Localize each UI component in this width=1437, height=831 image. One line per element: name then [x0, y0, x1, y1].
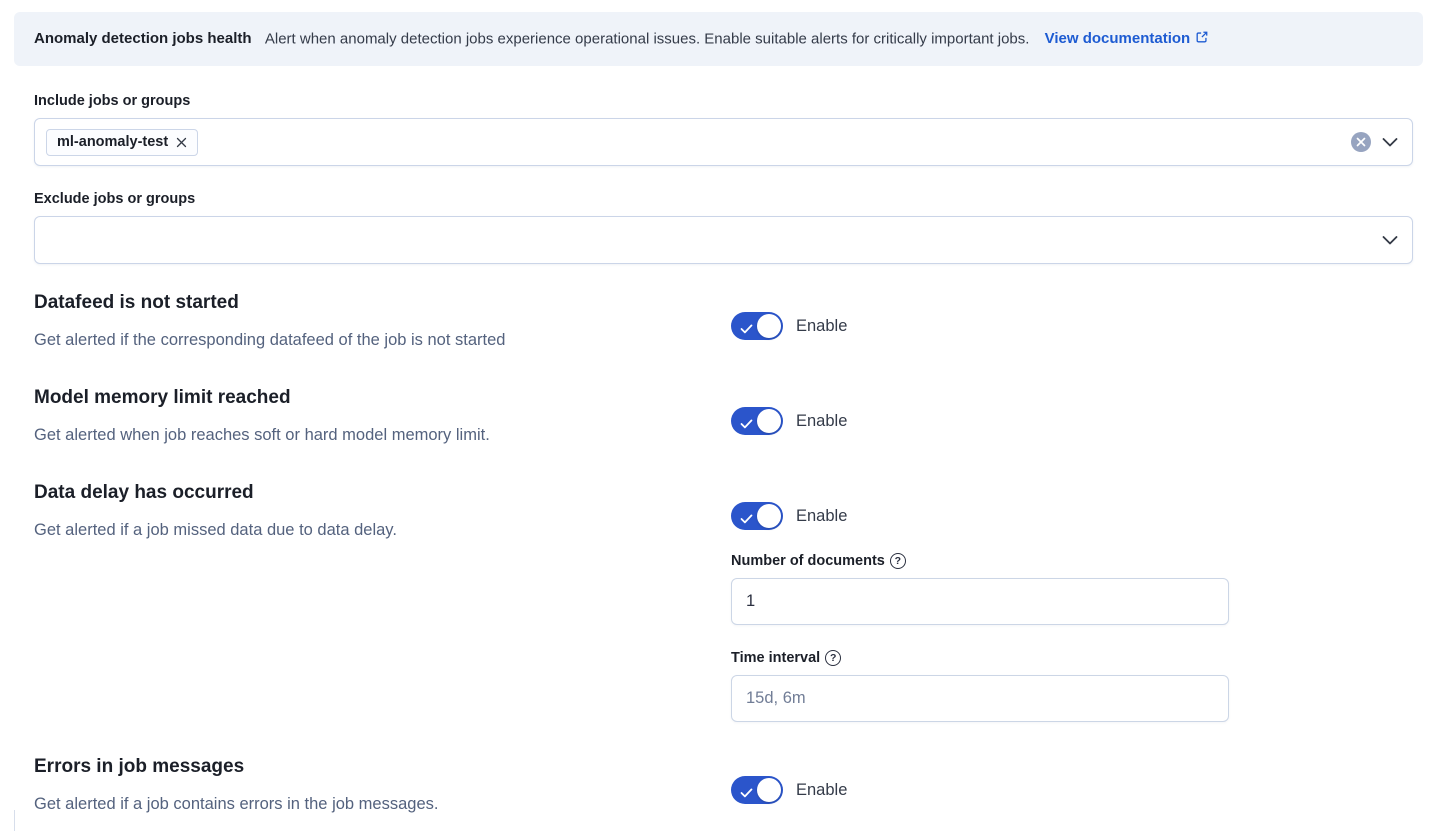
- check-icon: [740, 417, 753, 432]
- chevron-down-icon: [1382, 135, 1398, 150]
- number-of-documents-label: Number of documents: [731, 553, 885, 569]
- rule-parameters: [34, 92, 1413, 816]
- remove-job-icon[interactable]: [176, 137, 187, 148]
- section-datafeed-not-started: [34, 289, 1413, 352]
- number-of-documents-input[interactable]: [731, 578, 1229, 625]
- clear-selection-button[interactable]: [1351, 132, 1371, 152]
- section-description: Get alerted when job reaches soft or hard model memory limit.: [34, 426, 490, 444]
- external-link-icon: [1195, 28, 1209, 52]
- rule-type-description: Alert when anomaly detection jobs experience operational issues. Enable suitable alerts for critically important jobs.: [264, 30, 1030, 47]
- toggle-label: Enable: [796, 780, 848, 799]
- section-description: Get alerted if a job contains errors in the job messages.: [34, 795, 439, 813]
- time-interval-label: Time interval: [731, 650, 821, 666]
- clear-cross-icon: [1356, 135, 1366, 150]
- rule-type-callout: [14, 12, 1423, 66]
- selected-job-pill[interactable]: [46, 129, 198, 156]
- section-title: Model memory limit reached: [34, 387, 291, 408]
- check-icon: [740, 512, 753, 527]
- view-documentation-link[interactable]: [1045, 27, 1210, 52]
- errors-enable-toggle[interactable]: [731, 776, 783, 804]
- cropped-panel-edge: [14, 810, 15, 831]
- exclude-jobs-combobox[interactable]: [34, 216, 1413, 264]
- toggle-knob: [757, 409, 781, 433]
- exclude-jobs-label: Exclude jobs or groups: [34, 191, 196, 207]
- rule-type-title: Anomaly detection jobs health: [34, 30, 252, 47]
- data-delay-enable-toggle[interactable]: [731, 502, 783, 530]
- exclude-dropdown-toggle[interactable]: [1382, 233, 1398, 248]
- toggle-label: Enable: [796, 411, 848, 430]
- include-jobs-combobox[interactable]: [34, 118, 1413, 166]
- section-description: Get alerted if the corresponding datafeed of the job is not started: [34, 331, 506, 349]
- toggle-knob: [757, 314, 781, 338]
- section-title: Datafeed is not started: [34, 292, 239, 313]
- section-model-memory-limit: [34, 384, 1413, 447]
- section-description: Get alerted if a job missed data due to data delay.: [34, 521, 397, 539]
- section-title: Data delay has occurred: [34, 482, 254, 503]
- toggle-knob: [757, 778, 781, 802]
- mml-enable-toggle[interactable]: [731, 407, 783, 435]
- toggle-knob: [757, 504, 781, 528]
- include-dropdown-toggle[interactable]: [1382, 135, 1398, 150]
- section-title: Errors in job messages: [34, 756, 245, 777]
- time-interval-input[interactable]: [731, 675, 1229, 722]
- help-icon[interactable]: ?: [890, 553, 906, 569]
- help-icon[interactable]: ?: [825, 650, 841, 666]
- section-data-delay: [34, 479, 1413, 722]
- datafeed-enable-toggle[interactable]: [731, 312, 783, 340]
- selected-job-pill-label: ml-anomaly-test: [57, 134, 169, 150]
- view-documentation-label: View documentation: [1044, 30, 1191, 47]
- check-icon: [740, 786, 753, 801]
- check-icon: [740, 322, 753, 337]
- chevron-down-icon: [1382, 233, 1398, 248]
- include-jobs-label: Include jobs or groups: [34, 93, 191, 109]
- toggle-label: Enable: [796, 316, 848, 335]
- section-errors-in-job-messages: [34, 753, 1413, 816]
- toggle-label: Enable: [796, 506, 848, 525]
